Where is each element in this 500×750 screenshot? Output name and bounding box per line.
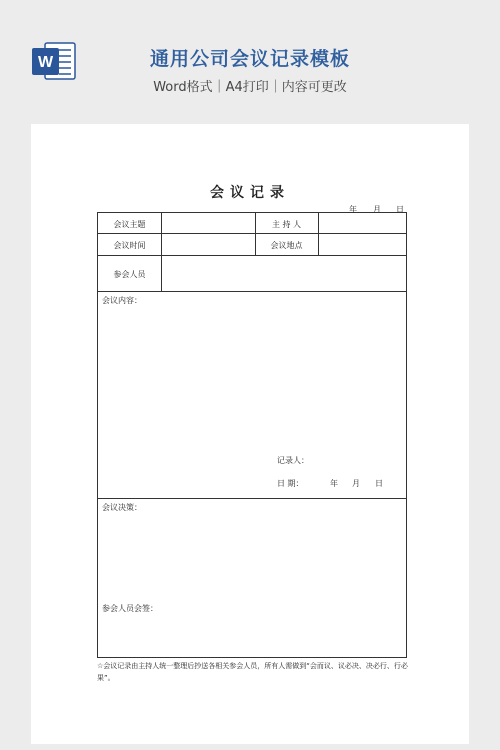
date-month: 月 [373, 205, 381, 214]
page-header [0, 0, 500, 120]
attendees-label: 参会人员 [113, 270, 146, 279]
page-title: 通用公司会议记录模板 [149, 48, 350, 70]
attendees-field[interactable] [162, 257, 405, 290]
host-label: 主 持 人 [271, 220, 302, 229]
topic-label: 会议主题 [113, 220, 146, 229]
recorder-label: 记录人： [277, 456, 309, 465]
record-date-day: 日 [375, 479, 383, 488]
decision-label: 会议决策： [102, 503, 142, 512]
document-page [31, 124, 469, 744]
host-field[interactable] [319, 214, 405, 232]
date-day: 日 [396, 205, 404, 214]
topic-field[interactable] [162, 214, 254, 232]
content-field[interactable] [99, 307, 405, 457]
svg-text:W: W [37, 54, 54, 71]
decision-field[interactable] [99, 513, 405, 598]
time-field[interactable] [162, 235, 254, 254]
record-date-label: 日 期： [277, 479, 304, 488]
record-date-month: 月 [352, 479, 360, 488]
time-label: 会议时间 [113, 241, 146, 250]
signature-field[interactable] [99, 615, 405, 655]
location-label: 会议地点 [270, 241, 303, 250]
location-field[interactable] [319, 235, 405, 254]
signature-label: 参会人员会签： [102, 604, 158, 613]
page-subtitle: Word格式｜A4打印｜内容可更改 [153, 80, 347, 95]
footnote: ☆会议记录由主持人统一整理后抄送各相关参会人员，所有人需做到“会而议、议必决、决必行、行必果”。 [97, 662, 408, 682]
date-year: 年 [349, 205, 357, 214]
meeting-form [97, 212, 407, 658]
record-date-year: 年 [330, 479, 338, 488]
content-label: 会议内容： [102, 296, 142, 305]
document-title: 会议记录 [210, 185, 290, 201]
